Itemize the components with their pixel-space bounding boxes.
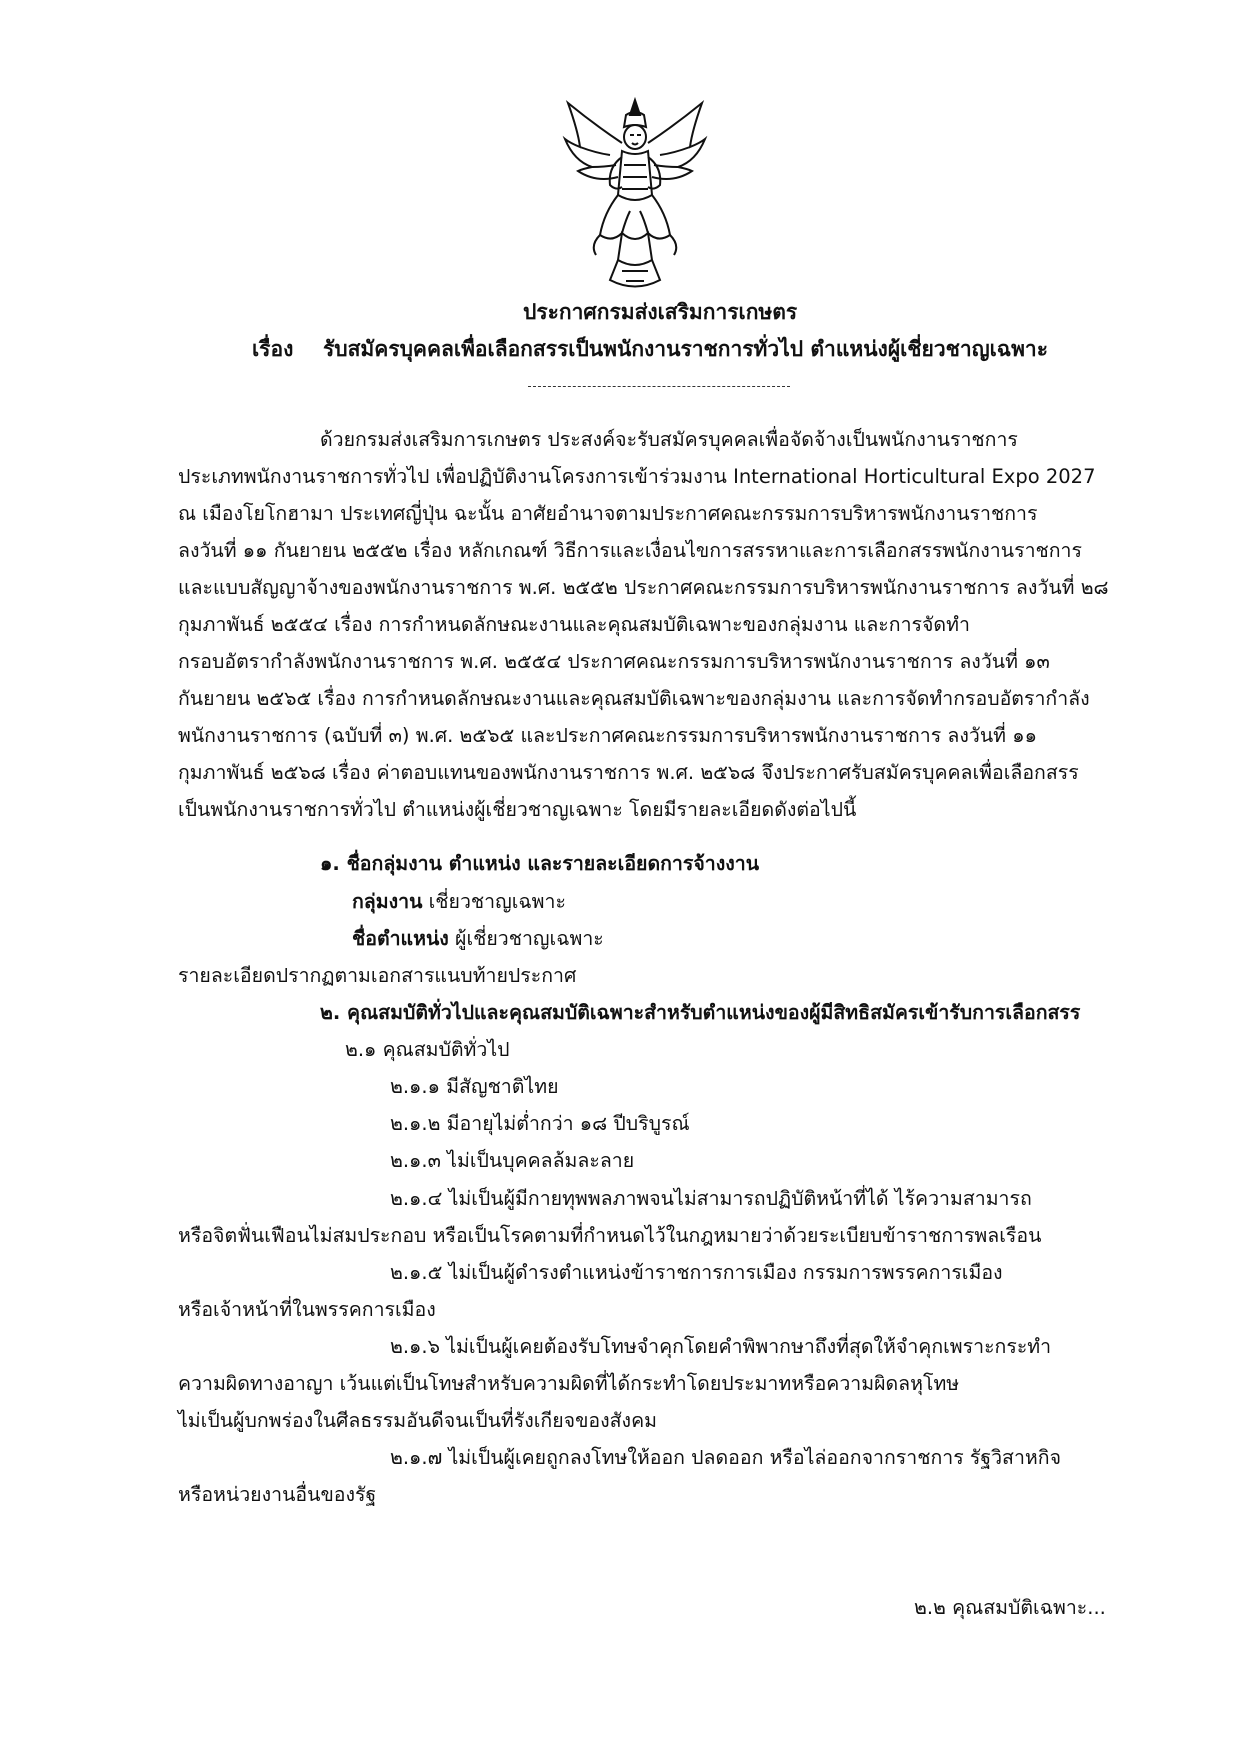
qualification-item-cont: หรือเจ้าหน้าที่ในพรรคการเมือง	[178, 1298, 436, 1321]
qualification-item-cont: หรือหน่วยงานอื่นของรัฐ	[178, 1483, 377, 1506]
qualification-item: ๒.๑.๑ มีสัญชาติไทย	[390, 1075, 559, 1098]
intro-line: กันยายน ๒๕๖๕ เรื่อง การกำหนดลักษณะงานและคุณสมบัติเฉพาะของกลุ่มงาน และการจัดทำกรอบอัตรากำลัง	[178, 687, 1090, 710]
intro-line: ณ เมืองโยโกฮามา ประเทศญี่ปุ่น ฉะนั้น อาศัยอำนาจตามประกาศคณะกรรมการบริหารพนักงานราชการ	[178, 502, 1038, 525]
qualification-item-cont: ความผิดทางอาญา เว้นแต่เป็นโทษสำหรับความผิดที่ได้กระทำโดยประมาทหรือความผิดลหุโทษ	[178, 1372, 960, 1395]
subject-label: เรื่อง	[252, 337, 294, 361]
section1-detail: รายละเอียดปรากฏตามเอกสารแนบท้ายประกาศ	[178, 964, 577, 987]
group-label: กลุ่มงาน	[352, 890, 423, 913]
qualification-item: ๒.๑.๗ ไม่เป็นผู้เคยถูกลงโทษให้ออก ปลดออก หรือไล่ออกจากราชการ รัฐวิสาหกิจ	[390, 1446, 1061, 1469]
garuda-emblem	[560, 95, 710, 295]
section2-subheading: ๒.๑ คุณสมบัติทั่วไป	[345, 1038, 510, 1061]
intro-line: ด้วยกรมส่งเสริมการเกษตร ประสงค์จะรับสมัครบุคคลเพื่อจัดจ้างเป็นพนักงานราชการ	[320, 428, 1018, 451]
qualification-item-cont: ไม่เป็นผู้บกพร่องในศีลธรรมอันดีจนเป็นที่รังเกียจของสังคม	[178, 1409, 657, 1432]
qualification-item: ๒.๑.๔ ไม่เป็นผู้มีกายทุพพลภาพจนไม่สามารถปฏิบัติหน้าที่ได้ ไร้ความสามารถ	[390, 1187, 1032, 1210]
qualification-item: ๒.๑.๓ ไม่เป็นบุคคลล้มละลาย	[390, 1149, 635, 1172]
position-row	[352, 927, 604, 950]
qualification-item: ๒.๑.๕ ไม่เป็นผู้ดำรงตำแหน่งข้าราชการการเมือง กรรมการพรรคการเมือง	[390, 1261, 1003, 1284]
group-row	[352, 890, 566, 913]
intro-line: ประเภทพนักงานราชการทั่วไป เพื่อปฏิบัติงานโครงการเข้าร่วมงาน International Horticultural Expo 2027	[178, 465, 1096, 488]
section2-heading: ๒. คุณสมบัติทั่วไปและคุณสมบัติเฉพาะสำหรับตำแหน่งของผู้มีสิทธิสมัครเข้ารับการเลือกสรร	[320, 1001, 1081, 1024]
subject-text: รับสมัครบุคคลเพื่อเลือกสรรเป็นพนักงานราชการทั่วไป ตำแหน่งผู้เชี่ยวชาญเฉพาะ	[323, 337, 1048, 361]
position-label: ชื่อตำแหน่ง	[352, 927, 449, 950]
section1-heading: ๑. ชื่อกลุ่มงาน ตำแหน่ง และรายละเอียดการจ้างงาน	[320, 852, 760, 875]
continuation-note: ๒.๒ คุณสมบัติเฉพาะ...	[914, 1596, 1106, 1619]
position-value: ผู้เชี่ยวชาญเฉพาะ	[455, 927, 604, 950]
intro-line: เป็นพนักงานราชการทั่วไป ตำแหน่งผู้เชี่ยวชาญเฉพาะ โดยมีรายละเอียดดังต่อไปนี้	[178, 798, 857, 821]
intro-line: พนักงานราชการ (ฉบับที่ ๓) พ.ศ. ๒๕๖๕ และประกาศคณะกรรมการบริหารพนักงานราชการ ลงวันที่ ๑๑	[178, 724, 1037, 747]
qualification-item: ๒.๑.๖ ไม่เป็นผู้เคยต้องรับโทษจำคุกโดยคำพิพากษาถึงที่สุดให้จำคุกเพราะกระทำ	[390, 1335, 1052, 1358]
org-title: ประกาศกรมส่งเสริมการเกษตร	[523, 300, 798, 324]
intro-line: กุมภาพันธ์ ๒๕๖๘ เรื่อง ค่าตอบแทนของพนักงานราชการ พ.ศ. ๒๕๖๘ จึงประกาศรับสมัครบุคคลเพื่อเลือกสรร	[178, 761, 1079, 784]
qualification-item: ๒.๑.๒ มีอายุไม่ต่ำกว่า ๑๘ ปีบริบูรณ์	[390, 1112, 690, 1135]
group-value: เชี่ยวชาญเฉพาะ	[428, 890, 566, 913]
intro-line: และแบบสัญญาจ้างของพนักงานราชการ พ.ศ. ๒๕๕๒ ประกาศคณะกรรมการบริหารพนักงานราชการ ลงวันที่ ๒๘	[178, 576, 1109, 599]
qualification-item-cont: หรือจิตฟั่นเฟือนไม่สมประกอบ หรือเป็นโรคตามที่กำหนดไว้ในกฎหมายว่าด้วยระเบียบข้าราชการพลเรือน	[178, 1224, 1042, 1247]
intro-line: ลงวันที่ ๑๑ กันยายน ๒๕๕๒ เรื่อง หลักเกณฑ์ วิธีการและเงื่อนไขการสรรหาและการเลือกสรรพนักงานราชการ	[178, 539, 1082, 562]
intro-line: กรอบอัตรากำลังพนักงานราชการ พ.ศ. ๒๕๕๔ ประกาศคณะกรรมการบริหารพนักงานราชการ ลงวันที่ ๑๓	[178, 650, 1050, 673]
intro-line: กุมภาพันธ์ ๒๕๕๔ เรื่อง การกำหนดลักษณะงานและคุณสมบัติเฉพาะของกลุ่มงาน และการจัดทำ	[178, 613, 970, 636]
title-separator	[528, 386, 790, 387]
